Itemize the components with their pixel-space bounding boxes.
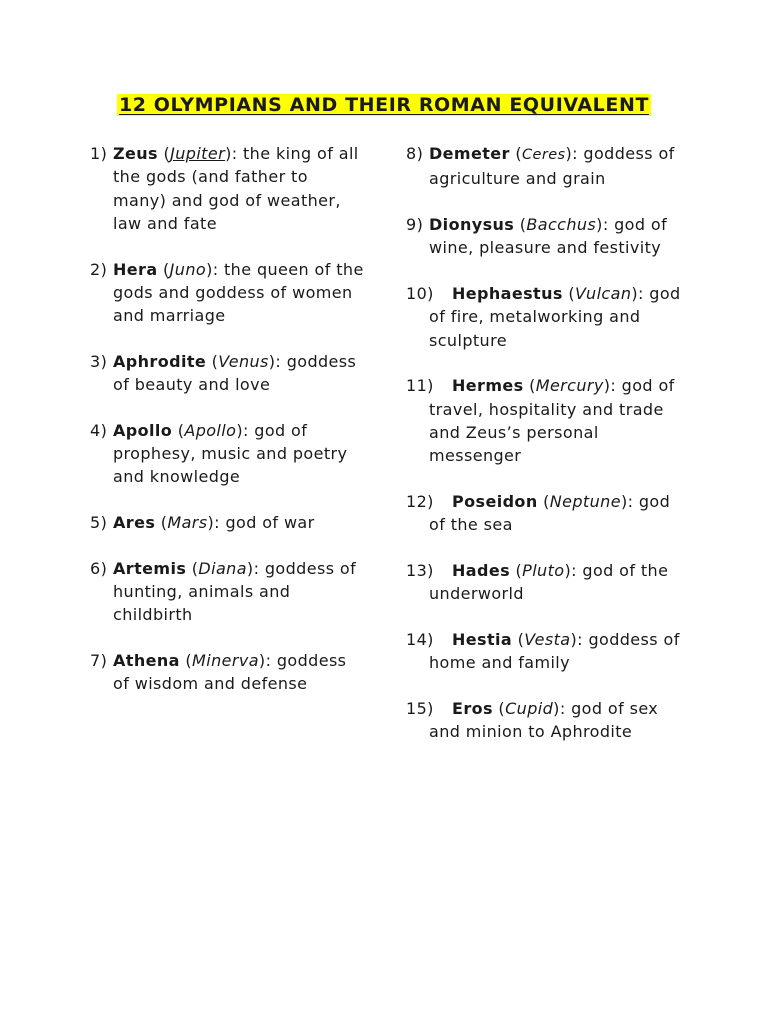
description: : god of war (214, 513, 315, 533)
list-item: 11) Hermes (Mercury): god of travel, hospitality and trade and Zeus’s personal messenger (406, 376, 675, 466)
roman-name: Venus (218, 351, 269, 371)
list-item: 1) Zeus (Jupiter): the king of all the gods (and father to many) and god of weather, law and fate (90, 144, 359, 233)
greek-name: Aphrodite (113, 351, 207, 371)
list-item: 9) Dionysus (Bacchus): god of wine, pleasure and festivity (406, 214, 668, 258)
description: : goddess of home and family (429, 629, 680, 673)
item-number: 7) (90, 651, 108, 671)
greek-name: Dionysus (429, 214, 515, 234)
page-title (0, 92, 768, 118)
roman-name: Vesta (524, 629, 571, 649)
item-number: 5) (90, 513, 108, 533)
greek-name: Demeter (429, 144, 510, 163)
item-number: 2) (90, 259, 108, 279)
roman-name: Juno (169, 259, 207, 279)
greek-name: Hades (452, 560, 511, 580)
description: : god of the underworld (429, 560, 669, 604)
roman-name: Mars (167, 513, 208, 533)
description: : god of fire, metalworking and sculpture (429, 283, 681, 350)
greek-name: Apollo (113, 420, 173, 440)
roman-name: Minerva (192, 651, 259, 671)
greek-name: Hestia (452, 629, 513, 649)
roman-name: Neptune (549, 491, 621, 511)
description: : god of sex and minion to Aphrodite (429, 698, 659, 742)
roman-name: Ceres (522, 147, 566, 163)
page-title-text: 12 OLYMPIANS AND THEIR ROMAN EQUIVALENT (118, 94, 650, 116)
item-number: 13) (406, 560, 434, 580)
item-number: 1) (90, 144, 108, 163)
roman-name: Jupiter (170, 144, 226, 163)
description: : god of wine, pleasure and festivity (429, 214, 668, 258)
item-number: 8) (406, 144, 424, 163)
item-number: 10) (406, 283, 434, 303)
list-item: 10) Hephaestus (Vulcan): god of fire, metalworking and sculpture (406, 283, 681, 350)
roman-name: Cupid (505, 698, 554, 718)
description: : goddess of agriculture and grain (429, 144, 675, 189)
list-item: 8) Demeter (Ceres): goddess of agriculture and grain (406, 144, 675, 189)
item-number: 9) (406, 214, 424, 234)
list-item: 6) Artemis (Diana): goddess of hunting, animals and childbirth (90, 558, 357, 625)
item-number: 4) (90, 420, 108, 440)
description: : god of prophesy, music and poetry and knowledge (113, 420, 348, 487)
list-item: 12) Poseidon (Neptune): god of the sea (406, 491, 671, 535)
item-number: 3) (90, 351, 108, 371)
description: : goddess of hunting, animals and childbirth (113, 558, 357, 625)
roman-name: Diana (198, 558, 247, 578)
description: : the king of all the gods (and father to many) and god of weather, law and fate (113, 144, 359, 233)
roman-name: Apollo (184, 420, 237, 440)
list-item: 2) Hera (Juno): the queen of the gods and goddess of women and marriage (90, 259, 364, 326)
list-item: 14) Hestia (Vesta): goddess of home and family (406, 629, 680, 673)
item-number: 6) (90, 558, 108, 578)
description: : goddess of beauty and love (113, 351, 357, 395)
description: : the queen of the gods and goddess of women and marriage (113, 259, 364, 326)
item-number: 15) (406, 698, 434, 718)
description: : goddess of wisdom and defense (113, 651, 347, 694)
greek-name: Ares (113, 513, 156, 533)
greek-name: Hera (113, 259, 158, 279)
item-number: 12) (406, 491, 434, 511)
list-item: 3) Aphrodite (Venus): goddess of beauty and love (90, 351, 357, 395)
greek-name: Zeus (113, 144, 158, 163)
olympians-list-right (406, 142, 681, 766)
greek-name: Athena (113, 651, 180, 671)
roman-name: Pluto (522, 560, 565, 580)
list-item: 4) Apollo (Apollo): god of prophesy, music and poetry and knowledge (90, 420, 348, 487)
greek-name: Poseidon (452, 491, 538, 511)
list-item: 13) Hades (Pluto): god of the underworld (406, 560, 669, 604)
roman-name: Vulcan (574, 283, 632, 303)
item-number: 14) (406, 629, 434, 649)
description: : god of travel, hospitality and trade and Zeus’s personal messenger (429, 376, 675, 466)
greek-name: Hermes (452, 376, 524, 396)
list-item: 15) Eros (Cupid): god of sex and minion to Aphrodite (406, 698, 659, 742)
roman-name: Mercury (535, 376, 604, 396)
item-number: 11) (406, 376, 434, 396)
list-item: 5) Ares (Mars): god of war (90, 511, 365, 534)
greek-name: Artemis (113, 558, 187, 578)
description: : god of the sea (429, 491, 671, 535)
list-item: 7) Athena (Minerva): goddess of wisdom and defense (90, 651, 347, 694)
greek-name: Hephaestus (452, 283, 563, 303)
greek-name: Eros (452, 698, 493, 718)
roman-name: Bacchus (526, 214, 597, 234)
olympians-list-left (90, 142, 365, 718)
